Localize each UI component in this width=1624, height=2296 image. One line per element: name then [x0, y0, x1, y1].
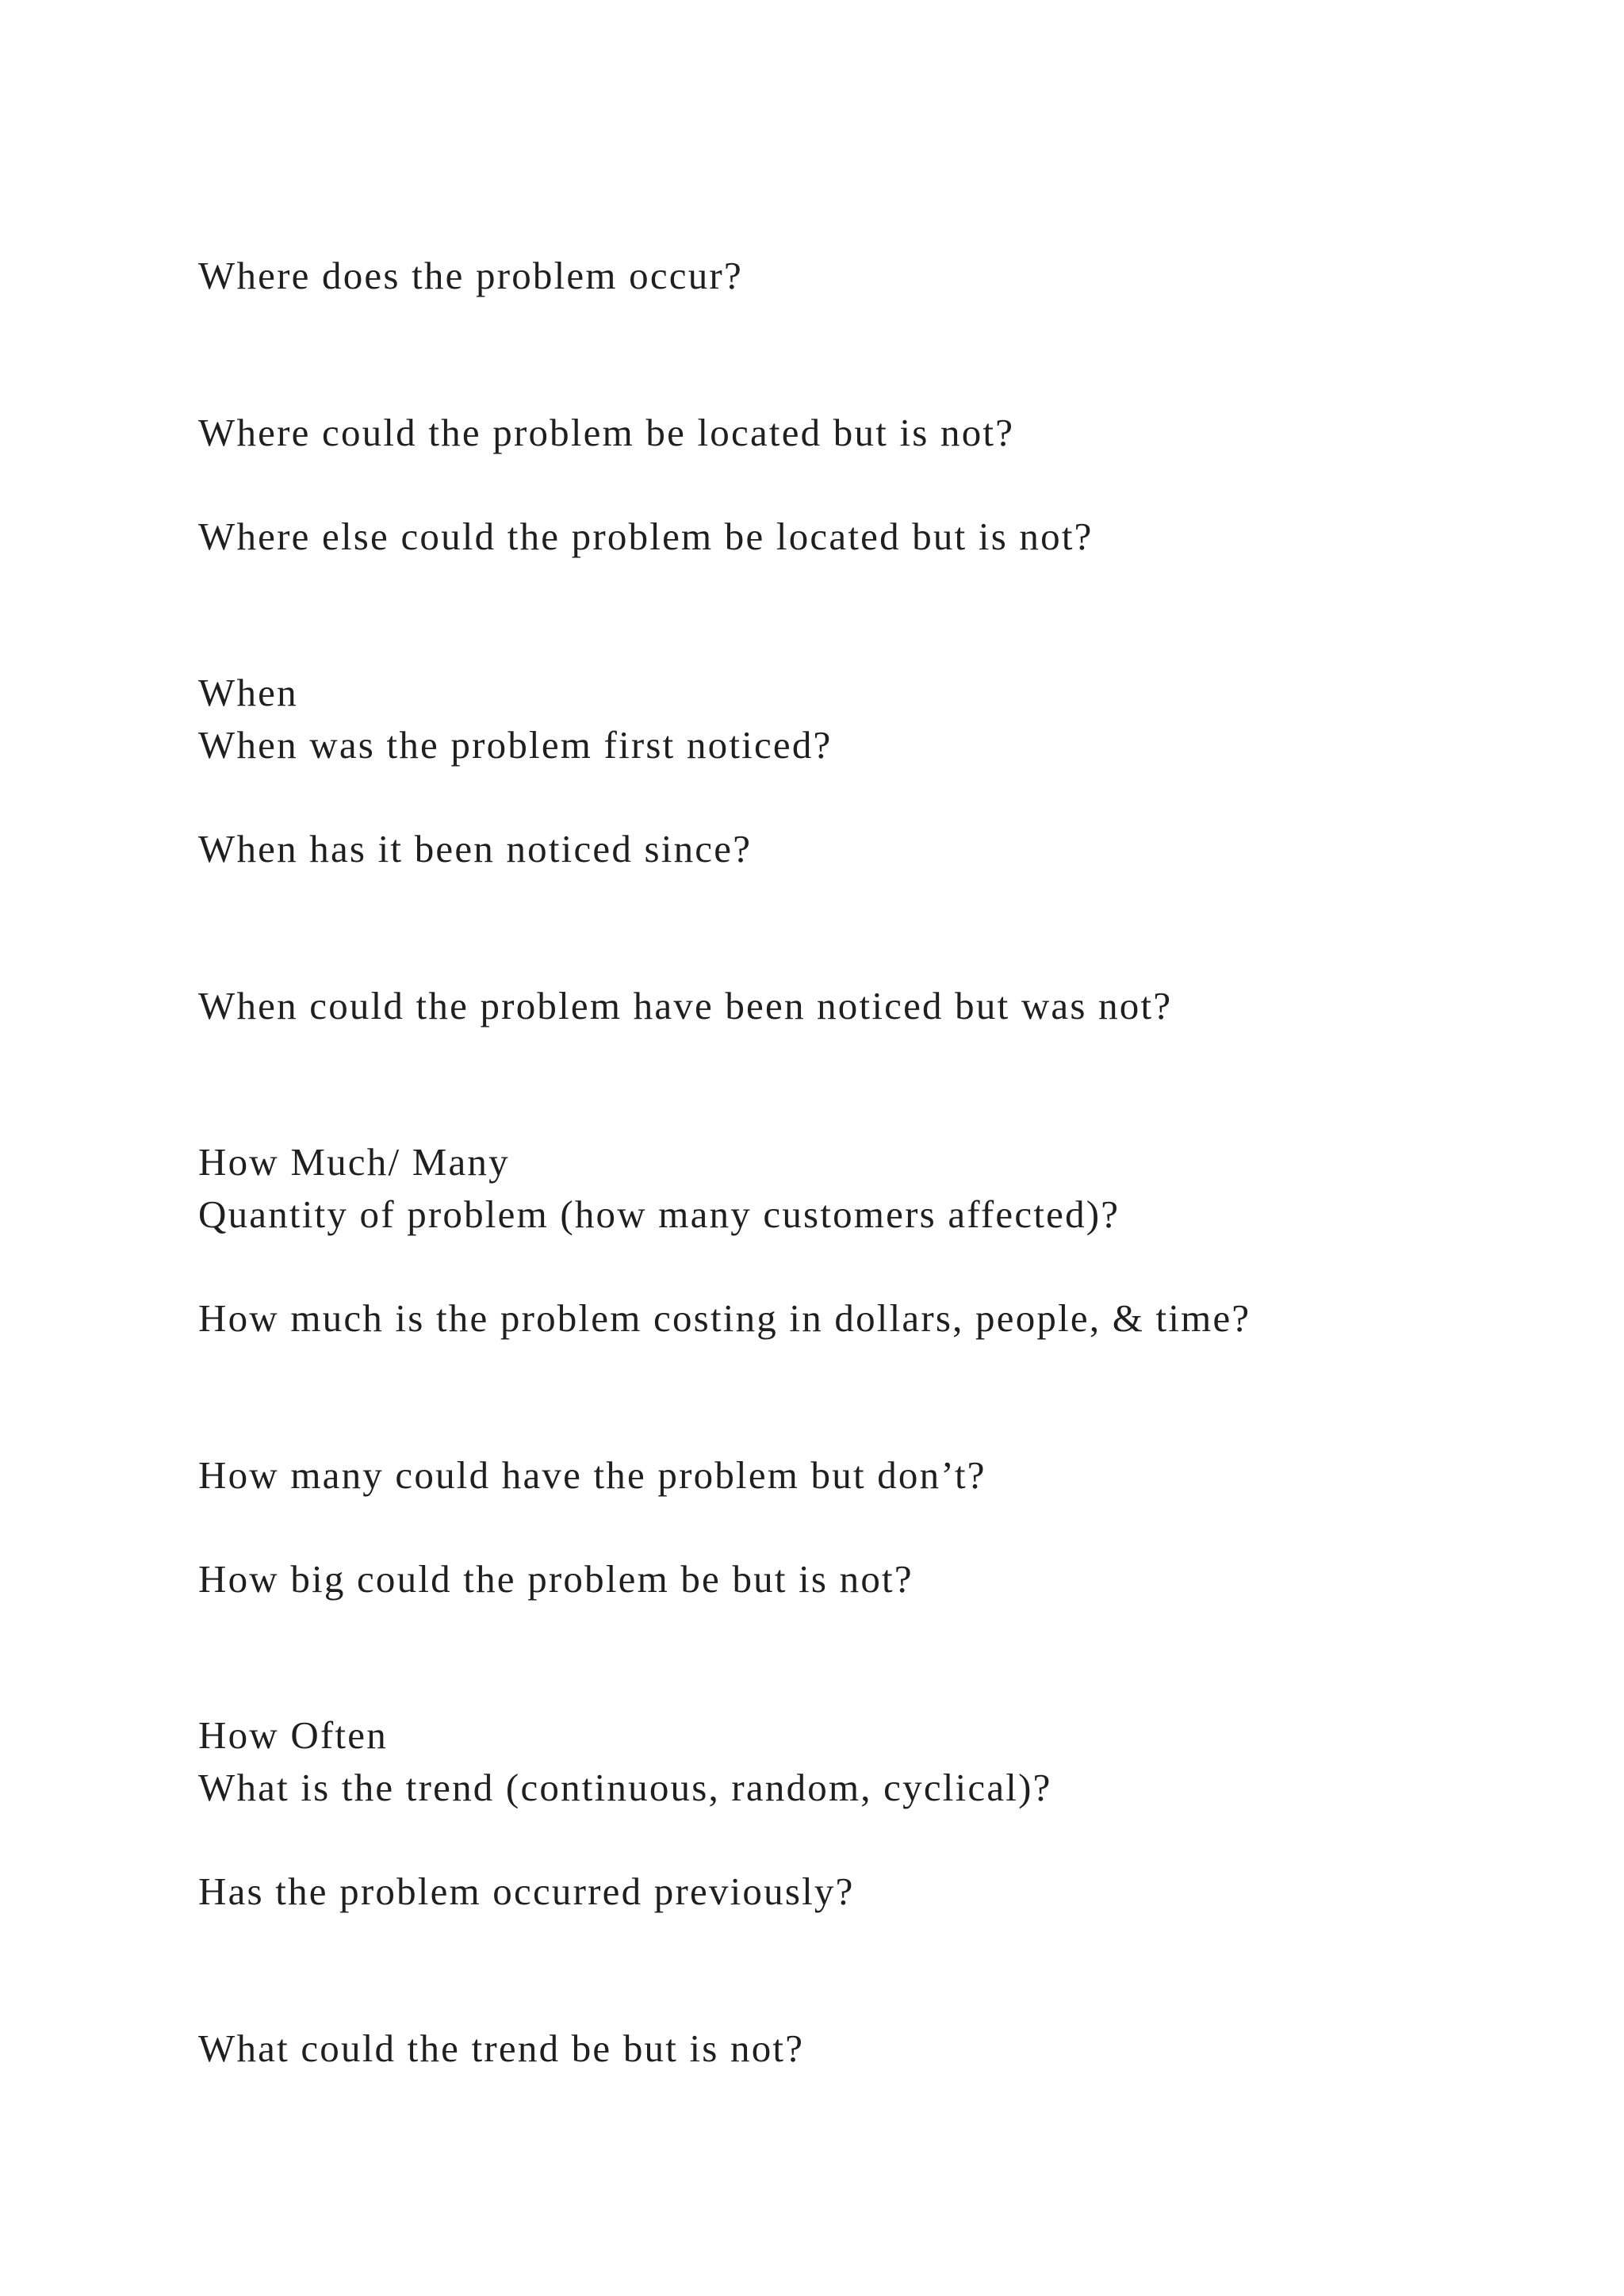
where-question-occur: Where does the problem occur?: [198, 254, 743, 297]
section-heading-how-much-many: How Much/ Many: [198, 1140, 510, 1184]
how-much-question-costing: How much is the problem costing in dollars, people, & time?: [198, 1296, 1251, 1340]
section-heading-how-often: How Often: [198, 1713, 388, 1757]
when-question-noticed-since: When has it been noticed since?: [198, 827, 753, 871]
section-heading-when: When: [198, 671, 298, 714]
when-question-first-noticed: When was the problem first noticed?: [198, 723, 833, 767]
when-question-could-have-been-noticed: When could the problem have been noticed but was not?: [198, 984, 1173, 1027]
where-question-located-not: Where could the problem be located but is not?: [198, 411, 1015, 454]
how-much-question-how-big: How big could the problem be but is not?: [198, 1557, 914, 1601]
where-question-else-located-not: Where else could the problem be located but is not?: [198, 515, 1094, 558]
how-much-question-could-have-problem: How many could have the problem but don’t?: [198, 1453, 986, 1497]
how-often-question-trend-could-be: What could the trend be but is not?: [198, 2026, 805, 2070]
how-much-question-quantity: Quantity of problem (how many customers affected)?: [198, 1192, 1120, 1236]
how-often-question-previously: Has the problem occurred previously?: [198, 1869, 855, 1913]
how-often-question-trend: What is the trend (continuous, random, cyclical)?: [198, 1766, 1052, 1809]
